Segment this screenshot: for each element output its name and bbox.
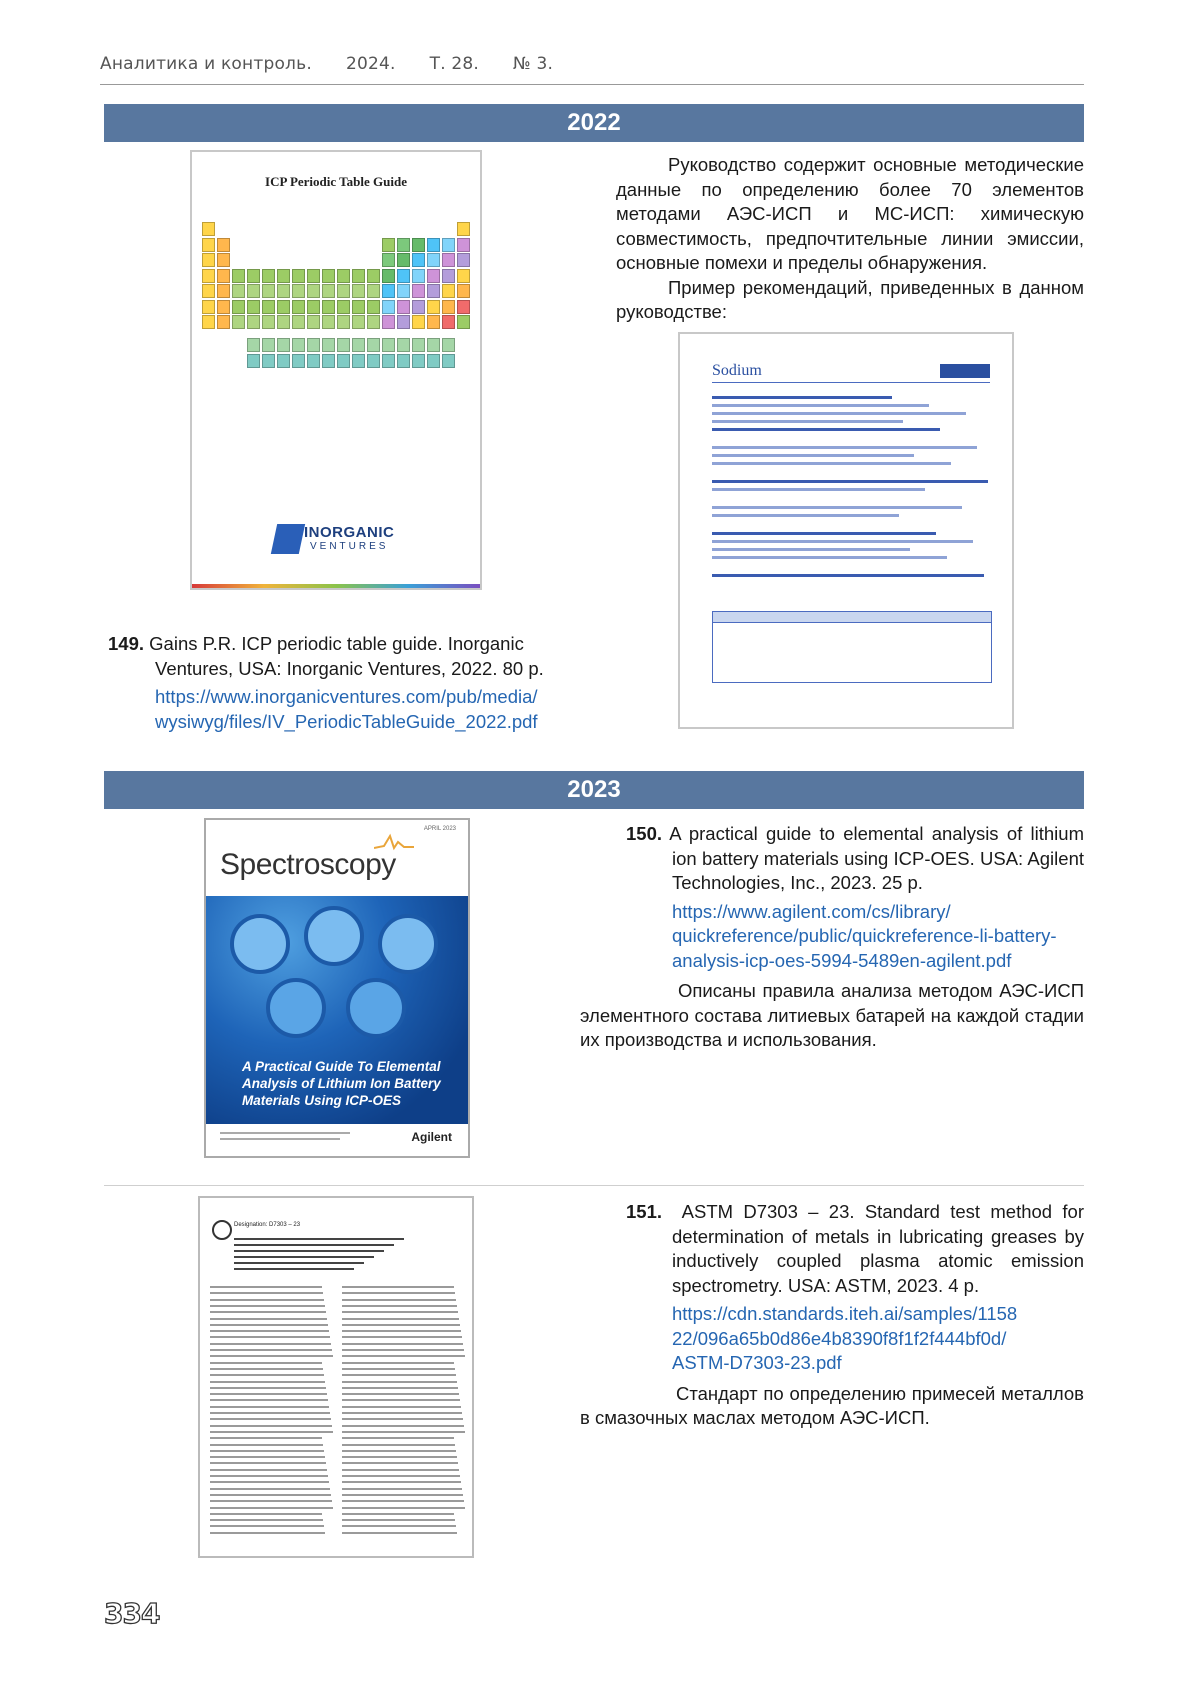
text-line (342, 1324, 460, 1326)
link-line[interactable]: analysis-icp-oes-5994-5489en-agilent.pdf (672, 949, 1012, 971)
element-cell (442, 338, 455, 352)
text-line (342, 1286, 454, 1288)
element-cell (442, 253, 455, 267)
journal-issue: № 3. (513, 54, 554, 74)
inorganic-ventures-logo-mark (271, 524, 305, 554)
text-line (342, 1355, 465, 1357)
text-line (342, 1507, 465, 1509)
reference-150 (580, 822, 1084, 1053)
year-bar-2022: 2022 (104, 104, 1084, 142)
text-line (712, 488, 925, 491)
element-cell (397, 315, 410, 329)
doc-designation: Designation: D7303 – 23 (234, 1222, 301, 1228)
reference-citation (626, 1200, 1084, 1298)
text-line (210, 1318, 327, 1320)
element-cell (367, 315, 380, 329)
text-line (210, 1336, 330, 1338)
element-cell (322, 284, 335, 298)
text-line (342, 1519, 455, 1521)
astm-document-thumbnail (198, 1196, 474, 1558)
text-line (210, 1494, 331, 1496)
link-line[interactable]: https://cdn.standards.iteh.ai/samples/1158 (672, 1303, 1018, 1324)
reference-149 (108, 632, 568, 734)
element-cell (397, 354, 410, 368)
sodium-title: Sodium (712, 362, 762, 379)
text-line (210, 1500, 332, 1502)
element-cell (292, 354, 305, 368)
element-cell (457, 222, 470, 236)
element-cell (337, 315, 350, 329)
element-cell (427, 315, 440, 329)
text-line (712, 556, 947, 559)
element-cell (322, 315, 335, 329)
element-cell (292, 338, 305, 352)
text-line (342, 1387, 458, 1389)
element-cell (382, 253, 395, 267)
text-line (210, 1525, 324, 1527)
element-cell (382, 269, 395, 283)
element-cell (292, 300, 305, 314)
element-cell (367, 269, 380, 283)
text-line (342, 1513, 454, 1515)
text-line (210, 1374, 324, 1376)
element-cell (397, 338, 410, 352)
text-line (712, 506, 962, 509)
sodium-table (712, 611, 992, 683)
element-cell (247, 354, 260, 368)
text-line (342, 1481, 461, 1483)
periodic-table-guide-cover (190, 150, 482, 590)
reference-number: 150. (626, 823, 663, 844)
link-line[interactable]: 22/096a65b0d86e4b8390f8f1f2f444bf0d/ (672, 1327, 1007, 1349)
entry-149-description (616, 153, 1084, 325)
text-line (712, 428, 940, 431)
link-line[interactable]: https://www.inorganicventures.com/pub/media/ (155, 686, 538, 707)
element-cell (262, 300, 275, 314)
element-cell (412, 238, 425, 252)
text-line (234, 1268, 354, 1270)
text-line (342, 1444, 455, 1446)
text-line (342, 1437, 454, 1439)
citation-text: ASTM D7303 – 23. Standard test method for determination of metals in lubricating greases by inductively coupled plasma atomic emission spectrometry. USA: ASTM, 2023. 4 p. (672, 1201, 1084, 1296)
element-cell (232, 284, 245, 298)
text-line (342, 1462, 458, 1464)
element-cell (382, 315, 395, 329)
element-cell (457, 284, 470, 298)
citation-text: A practical guide to elemental analysis of lithium ion battery materials using ICP-OES. USA: Agilent Technologies, Inc., 2023. 25 p. (669, 823, 1084, 893)
text-line (234, 1262, 364, 1264)
element-cell (277, 284, 290, 298)
text-line (342, 1525, 456, 1527)
element-cell (307, 354, 320, 368)
element-cell (307, 269, 320, 283)
text-line (712, 540, 973, 543)
element-cell (292, 284, 305, 298)
element-cell (442, 238, 455, 252)
element-cell (217, 300, 230, 314)
element-cell (352, 284, 365, 298)
header-rule (100, 84, 1084, 85)
element-cell (367, 354, 380, 368)
reference-link[interactable] (626, 900, 1084, 974)
agilent-logo: Agilent (411, 1130, 452, 1144)
link-line[interactable]: quickreference/public/quickreference-li-battery- (672, 925, 1057, 946)
element-cell (367, 284, 380, 298)
text-line (234, 1256, 374, 1258)
text-line (712, 412, 966, 415)
text-line (712, 454, 914, 457)
text-line (210, 1481, 329, 1483)
battery-cell (230, 914, 290, 974)
element-cell (217, 284, 230, 298)
battery-cell (266, 978, 326, 1038)
reference-citation (108, 632, 568, 681)
element-cell (397, 284, 410, 298)
text-line (342, 1399, 460, 1401)
element-cell (247, 338, 260, 352)
element-cell (262, 315, 275, 329)
text-line (210, 1406, 329, 1408)
element-cell (427, 300, 440, 314)
element-cell (307, 315, 320, 329)
battery-cell (304, 906, 364, 966)
element-cell (412, 269, 425, 283)
element-cell (427, 238, 440, 252)
text-line (342, 1381, 457, 1383)
element-cell (397, 238, 410, 252)
link-line[interactable]: wysiwyg/files/IV_PeriodicTableGuide_2022.pdf (155, 710, 538, 732)
element-cell (352, 269, 365, 283)
text-line (712, 514, 899, 517)
link-line[interactable]: https://www.agilent.com/cs/library/ (672, 900, 951, 922)
reference-number: 149. (108, 633, 145, 654)
cover-stripe (192, 584, 480, 588)
text-line (210, 1431, 333, 1433)
element-cell (307, 300, 320, 314)
element-cell (367, 338, 380, 352)
element-cell (292, 315, 305, 329)
sodium-badge (940, 364, 990, 378)
text-line (210, 1462, 326, 1464)
text-line (342, 1450, 456, 1452)
text-line (210, 1349, 332, 1351)
element-cell (337, 354, 350, 368)
text-line (712, 420, 903, 423)
element-cell (277, 269, 290, 283)
journal-name: Аналитика и контроль. (100, 54, 312, 74)
text-line (210, 1299, 324, 1301)
logo-subtext: VENTURES (310, 541, 389, 552)
element-cell (262, 284, 275, 298)
text-line (342, 1305, 457, 1307)
text-line (210, 1437, 322, 1439)
battery-cell (346, 978, 406, 1038)
text-line (342, 1292, 455, 1294)
element-cell (457, 269, 470, 283)
text-line (342, 1343, 463, 1345)
element-cell (277, 354, 290, 368)
text-line (210, 1381, 325, 1383)
sponsor-line (220, 1132, 350, 1134)
text-line (712, 396, 892, 399)
element-cell (307, 338, 320, 352)
element-cell (427, 269, 440, 283)
element-cell (247, 300, 260, 314)
element-cell (262, 354, 275, 368)
element-cell (202, 284, 215, 298)
element-cell (352, 300, 365, 314)
element-cell (277, 315, 290, 329)
element-cell (412, 315, 425, 329)
text-line (342, 1412, 462, 1414)
page-number: 334 (104, 1597, 160, 1630)
element-cell (397, 269, 410, 283)
element-cell (277, 300, 290, 314)
section-divider (104, 1185, 1084, 1186)
text-line (342, 1475, 460, 1477)
text-line (342, 1418, 463, 1420)
element-cell (442, 300, 455, 314)
text-line (210, 1368, 323, 1370)
text-line (712, 404, 929, 407)
sodium-page-thumbnail (678, 332, 1014, 729)
element-cell (442, 354, 455, 368)
battery-cell (378, 914, 438, 974)
element-cell (352, 338, 365, 352)
text-line (210, 1393, 327, 1395)
element-cell (232, 269, 245, 283)
text-line (210, 1513, 322, 1515)
element-cell (202, 253, 215, 267)
text-line (210, 1399, 328, 1401)
reference-link[interactable] (108, 685, 568, 734)
text-line (234, 1250, 384, 1252)
text-line (342, 1456, 457, 1458)
element-cell (382, 300, 395, 314)
text-line (210, 1330, 329, 1332)
element-cell (202, 269, 215, 283)
element-cell (262, 269, 275, 283)
text-line (210, 1311, 326, 1313)
element-cell (337, 269, 350, 283)
cover-date: APRIL 2023 (423, 826, 456, 832)
text-line (210, 1292, 323, 1294)
element-cell (262, 338, 275, 352)
reference-link[interactable] (626, 1302, 1084, 1376)
element-cell (337, 284, 350, 298)
element-cell (427, 354, 440, 368)
element-cell (247, 315, 260, 329)
element-cell (307, 284, 320, 298)
journal-year: 2024. (345, 54, 396, 74)
text-line (234, 1238, 404, 1240)
element-cell (457, 238, 470, 252)
element-cell (322, 300, 335, 314)
text-line (712, 446, 977, 449)
text-line (210, 1532, 325, 1534)
text-line (210, 1412, 330, 1414)
text-line (712, 480, 988, 483)
text-line (342, 1336, 462, 1338)
element-cell (337, 300, 350, 314)
citation-text: Gains P.R. ICP periodic table guide. Inorganic Ventures, USA: Inorganic Ventures, 2022. 80 p. (149, 633, 544, 679)
text-line (342, 1532, 457, 1534)
element-cell (322, 269, 335, 283)
cover-title: ICP Periodic Table Guide (265, 174, 407, 189)
text-line (342, 1349, 464, 1351)
text-line (210, 1286, 322, 1288)
element-cell (412, 354, 425, 368)
text-line (210, 1305, 325, 1307)
text-line (210, 1488, 330, 1490)
text-line (342, 1330, 461, 1332)
flame-wave-icon (374, 832, 414, 852)
element-cell (277, 338, 290, 352)
element-cell (427, 338, 440, 352)
title-rule (712, 382, 990, 383)
element-cell (202, 222, 215, 236)
text-line (342, 1425, 464, 1427)
element-cell (382, 354, 395, 368)
element-cell (442, 269, 455, 283)
text-line (342, 1431, 465, 1433)
element-cell (367, 300, 380, 314)
cover-title: Spectroscopy (220, 848, 396, 881)
text-line (342, 1362, 454, 1364)
journal-volume: Т. 28. (429, 54, 480, 74)
element-cell (217, 269, 230, 283)
text-line (210, 1507, 333, 1509)
entry-150-description: Описаны правила анализа методом АЭС-ИСП элементного состава литиевых батарей на каждой стадии их производства и использования. (580, 980, 1084, 1050)
element-cell (217, 315, 230, 329)
text-line (210, 1456, 325, 1458)
element-cell (427, 253, 440, 267)
element-cell (412, 284, 425, 298)
element-cell (397, 253, 410, 267)
element-cell (352, 354, 365, 368)
logo-text: INORGANIC (304, 524, 395, 541)
astm-logo-icon (212, 1220, 232, 1240)
text-line (210, 1444, 323, 1446)
text-line (210, 1355, 333, 1357)
element-cell (382, 238, 395, 252)
element-cell (412, 253, 425, 267)
element-cell (382, 338, 395, 352)
running-header (100, 54, 587, 74)
element-cell (412, 300, 425, 314)
text-line (210, 1387, 326, 1389)
element-cell (322, 354, 335, 368)
element-cell (202, 238, 215, 252)
element-cell (352, 315, 365, 329)
element-cell (457, 253, 470, 267)
element-cell (337, 338, 350, 352)
text-line (210, 1324, 328, 1326)
reference-number: 151. (626, 1201, 663, 1222)
text-line (712, 574, 984, 577)
element-cell (442, 284, 455, 298)
text-line (712, 462, 951, 465)
text-line (342, 1488, 462, 1490)
text-line (712, 548, 910, 551)
element-cell (217, 238, 230, 252)
text-line (342, 1299, 456, 1301)
reference-151 (580, 1200, 1084, 1431)
element-cell (442, 315, 455, 329)
element-cell (247, 284, 260, 298)
text-line (342, 1374, 456, 1376)
element-cell (202, 300, 215, 314)
element-cell (382, 284, 395, 298)
table-header-row (713, 612, 991, 623)
element-cell (397, 300, 410, 314)
element-cell (202, 315, 215, 329)
year-bar-2023: 2023 (104, 771, 1084, 809)
text-line (342, 1500, 464, 1502)
text-line (210, 1362, 322, 1364)
element-cell (232, 315, 245, 329)
element-cell (427, 284, 440, 298)
text-line (210, 1519, 323, 1521)
text-line (342, 1368, 455, 1370)
text-line (342, 1406, 461, 1408)
text-line (210, 1469, 327, 1471)
text-line (342, 1469, 459, 1471)
text-line (210, 1425, 332, 1427)
text-line (342, 1393, 459, 1395)
element-cell (457, 300, 470, 314)
link-line[interactable]: ASTM-D7303-23.pdf (672, 1352, 842, 1373)
text-line (210, 1475, 328, 1477)
element-cell (412, 338, 425, 352)
text-line (342, 1318, 459, 1320)
text-line (234, 1244, 394, 1246)
description-paragraph: Пример рекомендаций, приведенных в данном руководстве: (616, 276, 1084, 322)
reference-citation (626, 822, 1084, 896)
text-line (342, 1494, 463, 1496)
element-cell (457, 315, 470, 329)
text-line (210, 1343, 331, 1345)
text-line (210, 1418, 331, 1420)
element-cell (217, 253, 230, 267)
text-line (712, 532, 936, 535)
text-line (342, 1311, 458, 1313)
entry-151-description: Стандарт по определению примесей металлов в смазочных маслах методом АЭС-ИСП. (580, 1382, 1084, 1428)
element-cell (247, 269, 260, 283)
spectroscopy-cover (204, 818, 470, 1158)
cover-headline: A Practical Guide To Elemental Analysis of Lithium Ion Battery Materials Using ICP-OES (242, 1059, 441, 1108)
description-paragraph: Руководство содержит основные методические данные по определению более 70 элементов методами АЭС-ИСП и МС-ИСП: химическую совместимость, предпочтительные линии эмиссии, основные помехи и пределы обнаружения. (616, 154, 1084, 273)
text-line (210, 1450, 324, 1452)
element-cell (232, 300, 245, 314)
sponsor-line (220, 1138, 340, 1140)
element-cell (322, 338, 335, 352)
element-cell (292, 269, 305, 283)
